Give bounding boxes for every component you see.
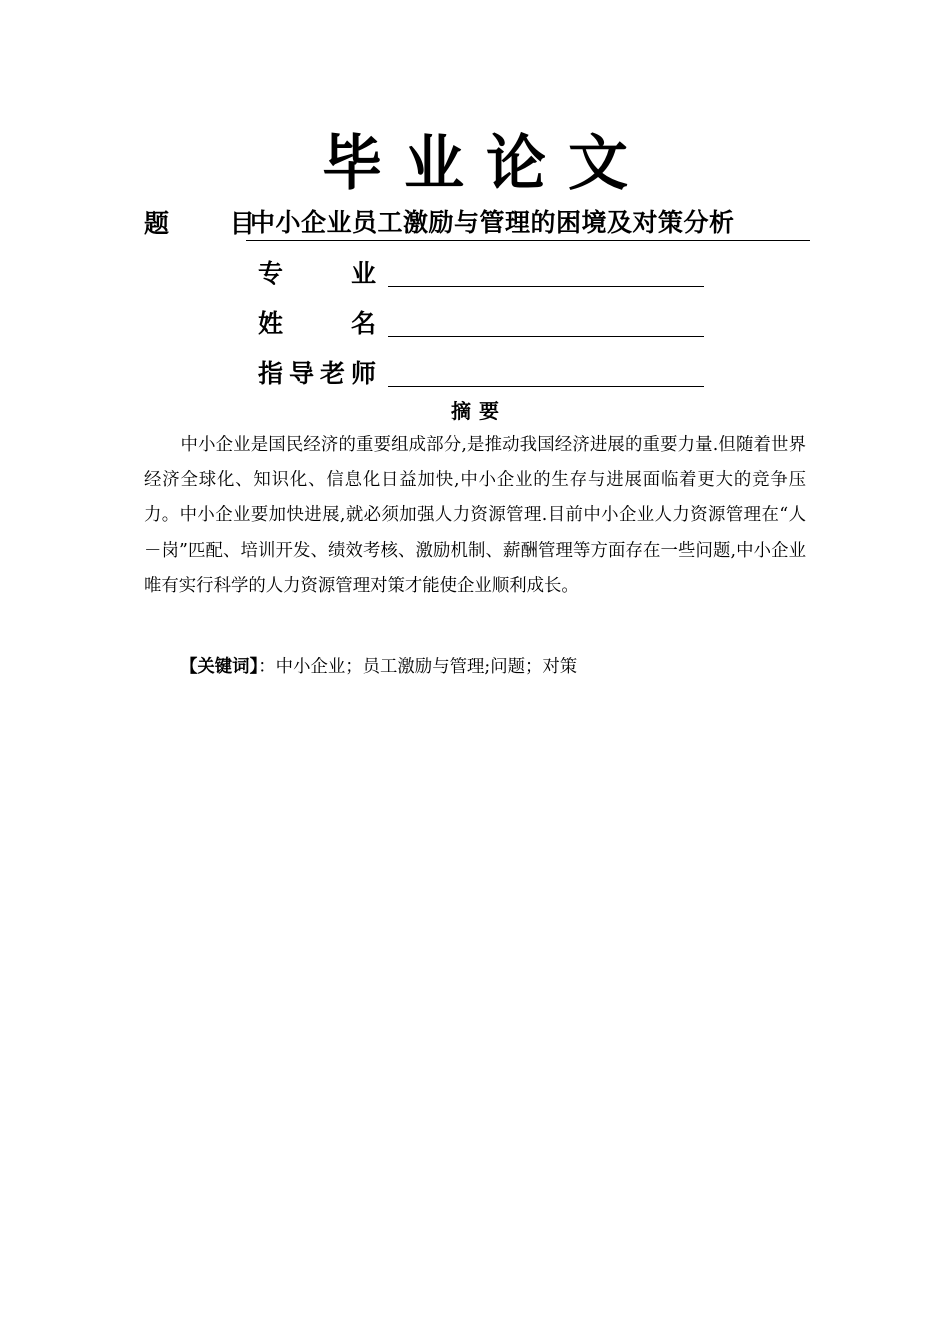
name-row [258,306,718,346]
major-label: 专 业 [258,259,376,288]
keywords-line [180,650,800,685]
major-blank-line [388,286,704,287]
topic-value: 中小企业员工激励与管理的困境及对策分析 [246,206,810,241]
major-row [258,256,718,296]
name-label: 姓 名 [258,309,376,338]
abstract-heading: 摘要 [451,399,507,423]
page-title: 毕业论文 [322,129,650,199]
advisor-row [258,356,718,396]
advisor-label: 指导老师 [258,359,376,388]
name-blank-line [388,336,704,337]
topic-label: 题 目 [144,209,281,238]
advisor-blank-line [388,386,704,387]
keywords-value: 中小企业；员工激励与管理;问题；对策 [275,657,578,677]
topic-row [144,206,814,246]
keywords-separator: ： [258,657,276,677]
keywords-label: 【关键词】 [180,657,259,677]
abstract-body: 中小企业是国民经济的重要组成部分,是推动我国经济进展的重要力量.但随着世界经济全球化、知识化、信息化日益加快,中小企业的生存与进展面临着更大的竞争压力。中小企业要加快进展,就必须加强人力资源管理.目前中小企业人力资源管理在“人－岗”匹配、培训开发、绩效考核、激励机制、薪酬管理等方面存在一些问题,中小企业唯有实行科学的人力资源管理对策才能使企业顺利成长。 [144,435,806,596]
